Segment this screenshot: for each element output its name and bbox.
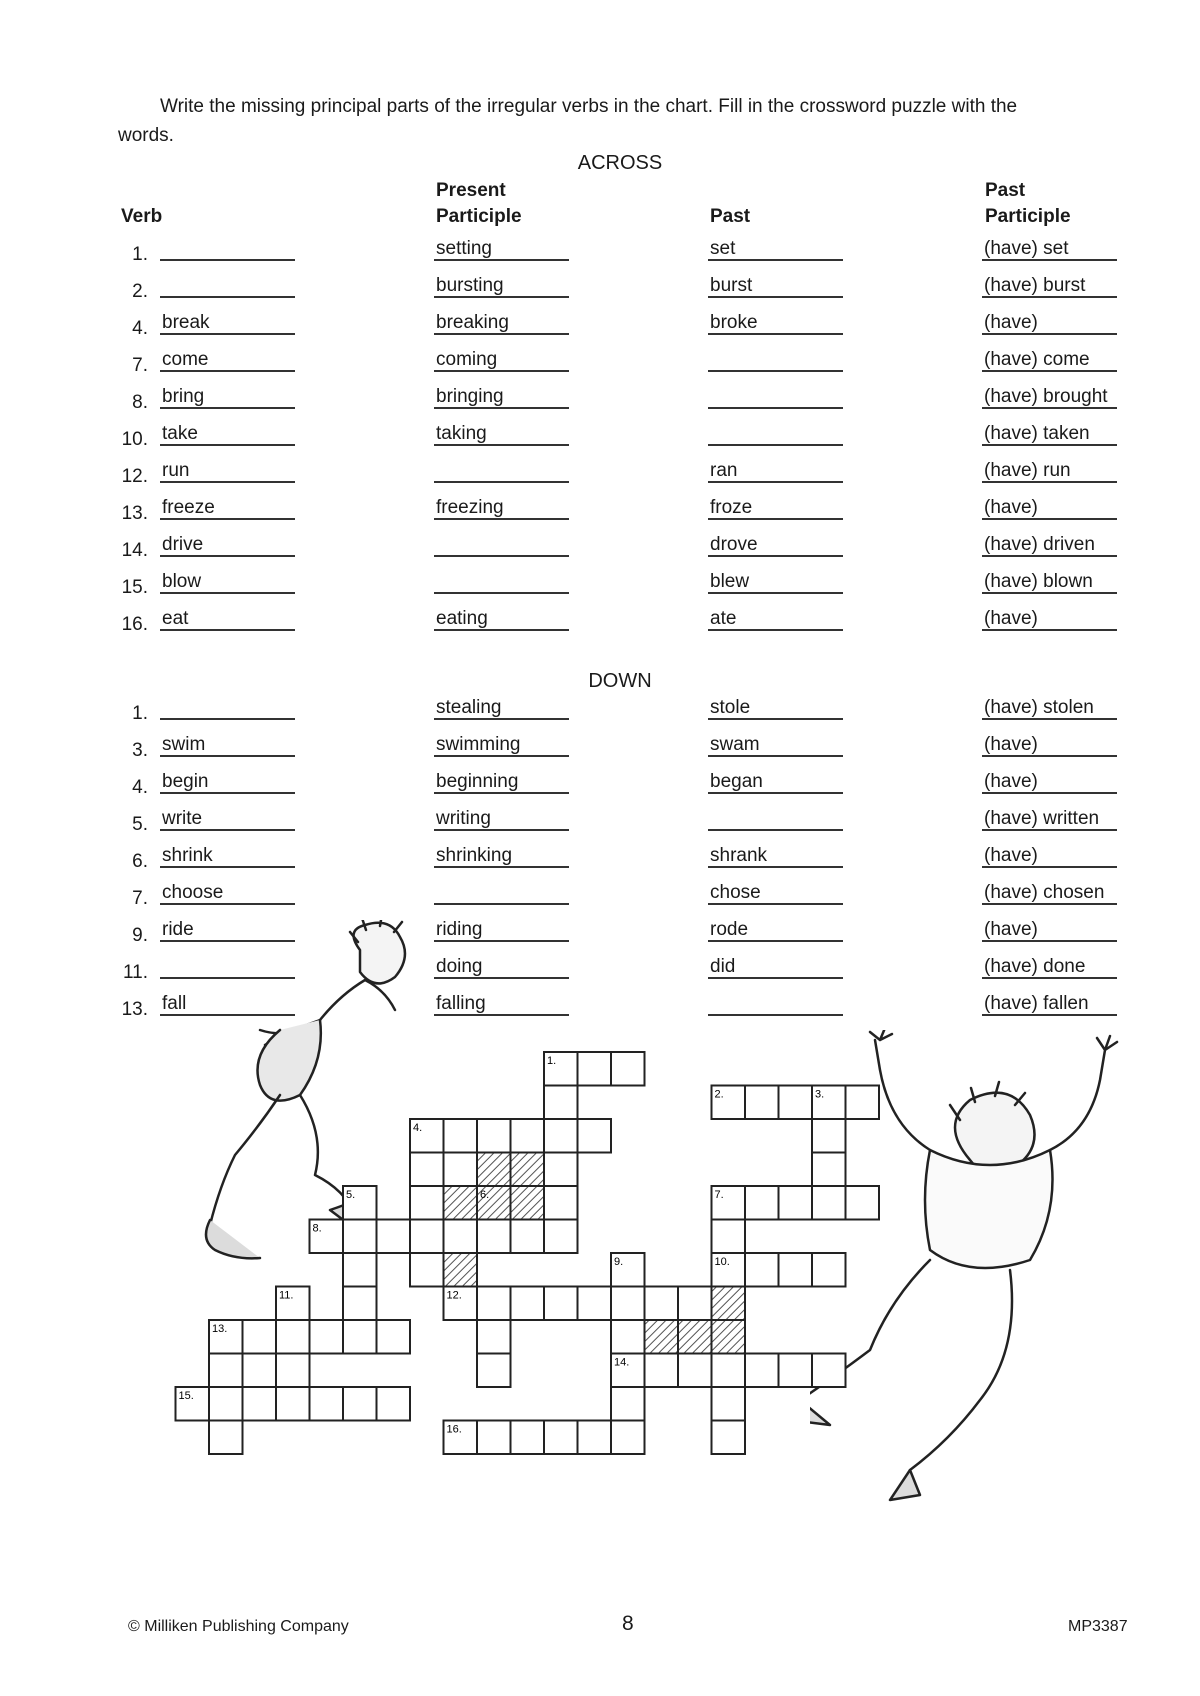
crossword-cell[interactable] (544, 1220, 578, 1254)
crossword-cell[interactable] (544, 1086, 578, 1120)
past-blank[interactable]: blew (708, 569, 843, 594)
past-participle-blank[interactable]: (have) (982, 732, 1117, 757)
verb-blank[interactable]: choose (160, 880, 295, 905)
crossword-cell[interactable] (812, 1354, 846, 1388)
crossword-cell[interactable] (343, 1220, 377, 1254)
clue-number: 2. (132, 281, 148, 302)
present-blank[interactable]: writing (434, 806, 569, 831)
footer-publisher: © Milliken Publishing Company (128, 1618, 349, 1635)
crossword-cell[interactable] (812, 1253, 846, 1287)
crossword-cell[interactable] (377, 1220, 411, 1254)
crossword-cell[interactable] (276, 1387, 310, 1421)
past-blank[interactable]: ate (708, 606, 843, 631)
crossword-cell[interactable] (310, 1320, 344, 1354)
crossword-cell[interactable] (243, 1320, 277, 1354)
crossword-cell[interactable] (678, 1287, 712, 1321)
past-blank[interactable]: broke (708, 310, 843, 335)
crossword-cell[interactable] (812, 1119, 846, 1153)
crossword-cell[interactable] (410, 1153, 444, 1187)
verb-blank[interactable]: swim (160, 732, 295, 757)
crossword-cell[interactable] (477, 1287, 511, 1321)
clue-number: 10. (121, 429, 148, 450)
past-blank[interactable]: began (708, 769, 843, 794)
verb-blank[interactable]: shrink (160, 843, 295, 868)
crossword-cell[interactable] (611, 1387, 645, 1421)
clue-number: 1. (132, 703, 148, 724)
crossword-clue-number: 12. (446, 1289, 462, 1302)
crossword-cell[interactable] (511, 1287, 545, 1321)
crossword-cell[interactable] (343, 1253, 377, 1287)
crossword-cell[interactable] (511, 1119, 545, 1153)
crossword-clue-number: 1. (547, 1055, 557, 1067)
verb-blank[interactable]: fall (160, 991, 295, 1016)
crossword-clue-number: 3. (815, 1088, 825, 1101)
verb-blank[interactable]: write (160, 806, 295, 831)
verb-blank[interactable]: break (160, 310, 295, 335)
past-participle-blank[interactable]: (have) written (982, 806, 1117, 831)
crossword-clue-number: 7. (714, 1189, 724, 1201)
clue-number: 8. (132, 392, 148, 413)
past-blank[interactable]: did (708, 954, 843, 979)
crossword-cell[interactable] (477, 1354, 511, 1388)
present-blank[interactable]: bringing (434, 384, 569, 409)
crossword-clue-number: 13. (212, 1323, 228, 1335)
crossword-cell[interactable] (779, 1186, 813, 1220)
crossword-cell[interactable] (745, 1186, 779, 1220)
clue-number: 3. (132, 740, 148, 761)
crossword-shaded-cell (511, 1186, 545, 1220)
past-blank[interactable]: set (708, 236, 843, 261)
verb-blank[interactable]: drive (160, 532, 295, 557)
past-participle-blank[interactable]: (have) (982, 769, 1117, 794)
crossword-cell[interactable] (611, 1287, 645, 1321)
crossword-cell[interactable] (578, 1119, 612, 1153)
crossword-shaded-cell (444, 1186, 478, 1220)
verb-blank[interactable]: ride (160, 917, 295, 942)
crossword-cell[interactable] (712, 1354, 746, 1388)
crossword-cell[interactable] (812, 1153, 846, 1187)
crossword-cell[interactable] (276, 1320, 310, 1354)
present-blank[interactable]: setting (434, 236, 569, 261)
clue-number: 11. (122, 962, 148, 983)
crossword-cell[interactable] (745, 1086, 779, 1120)
past-participle-blank[interactable]: (have) run (982, 458, 1117, 483)
past-blank[interactable]: shrank (708, 843, 843, 868)
verb-blank[interactable]: run (160, 458, 295, 483)
crossword-shaded-cell (645, 1320, 679, 1354)
clue-number: 16. (121, 614, 148, 635)
across-title: ACROSS (577, 152, 663, 174)
crossword-cell[interactable] (678, 1354, 712, 1388)
past-blank[interactable]: froze (708, 495, 843, 520)
verb-blank[interactable]: eat (160, 606, 295, 631)
crossword-cell[interactable] (209, 1421, 243, 1455)
crossword-cell[interactable] (578, 1287, 612, 1321)
present-blank[interactable]: breaking (434, 310, 569, 335)
crossword-cell[interactable] (444, 1119, 478, 1153)
crossword-clue-number: 15. (178, 1390, 194, 1402)
past-participle-blank[interactable]: (have) burst (982, 273, 1117, 298)
present-blank[interactable]: stealing (434, 695, 569, 720)
crossword-cell[interactable] (209, 1354, 243, 1388)
down-title: DOWN (588, 670, 652, 692)
clue-number: 7. (132, 355, 148, 376)
past-blank[interactable]: swam (708, 732, 843, 757)
past-participle-blank[interactable]: (have) set (982, 236, 1117, 261)
crossword-cell[interactable] (343, 1387, 377, 1421)
past-participle-blank[interactable]: (have) (982, 495, 1117, 520)
clue-number: 7. (132, 888, 148, 909)
crossword-clue-number: 2. (714, 1088, 724, 1101)
crossword-cell[interactable] (477, 1220, 511, 1254)
instructions: Write the missing principal parts of the irregular verbs in the chart. Fill in the crossword puzzle with the words. (118, 96, 1018, 146)
present-blank[interactable]: shrinking (434, 843, 569, 868)
crossword-shaded-cell (678, 1320, 712, 1354)
crossword-cell[interactable] (712, 1421, 746, 1455)
crossword-cell[interactable] (779, 1086, 813, 1120)
crossword-cell[interactable] (410, 1186, 444, 1220)
present-blank[interactable]: riding (434, 917, 569, 942)
crossword-cell[interactable] (611, 1320, 645, 1354)
crossword-cell[interactable] (611, 1421, 645, 1455)
crossword-clue-number: 6. (480, 1189, 490, 1201)
header-present-1: Present (436, 180, 506, 201)
past-participle-blank[interactable]: (have) done (982, 954, 1117, 979)
past-blank[interactable]: burst (708, 273, 843, 298)
crossword-cell[interactable] (745, 1354, 779, 1388)
present-blank[interactable]: falling (434, 991, 569, 1016)
crossword-cell[interactable] (511, 1421, 545, 1455)
crossword-cell[interactable] (611, 1052, 645, 1086)
crossword-shaded-cell (712, 1320, 746, 1354)
present-blank[interactable]: eating (434, 606, 569, 631)
present-blank[interactable]: swimming (434, 732, 569, 757)
past-participle-blank[interactable]: (have) taken (982, 421, 1117, 446)
crossword-cell[interactable] (578, 1421, 612, 1455)
clue-number: 13. (121, 999, 148, 1020)
past-blank[interactable]: ran (708, 458, 843, 483)
past-participle-blank[interactable]: (have) (982, 843, 1117, 868)
clue-number: 4. (132, 777, 148, 798)
crossword-shaded-cell (477, 1153, 511, 1187)
crossword-cell[interactable] (477, 1421, 511, 1455)
crossword-cell[interactable] (377, 1387, 411, 1421)
crossword-cell[interactable] (377, 1320, 411, 1354)
crossword-clue-number: 16. (446, 1423, 462, 1436)
crossword-cell[interactable] (645, 1287, 679, 1321)
crossword-clue-number: 14. (614, 1356, 630, 1369)
clue-number: 5. (132, 814, 148, 835)
past-participle-blank[interactable]: (have) (982, 606, 1117, 631)
present-blank[interactable]: bursting (434, 273, 569, 298)
crossword-cell[interactable] (310, 1387, 344, 1421)
crossword-cell[interactable] (544, 1153, 578, 1187)
crossword-clue-number: 4. (413, 1122, 423, 1134)
past-participle-blank[interactable]: (have) stolen (982, 695, 1117, 720)
crossword-cell[interactable] (712, 1387, 746, 1421)
header-verb: Verb (121, 206, 163, 227)
crossword-cell[interactable] (846, 1086, 880, 1120)
present-blank[interactable]: freezing (434, 495, 569, 520)
past-participle-blank[interactable]: (have) come (982, 347, 1117, 372)
past-blank[interactable]: drove (708, 532, 843, 557)
crossword-cell[interactable] (544, 1287, 578, 1321)
crossword-cell[interactable] (209, 1387, 243, 1421)
crossword-cell[interactable] (812, 1186, 846, 1220)
past-participle-blank[interactable]: (have) driven (982, 532, 1117, 557)
crossword-cell[interactable] (846, 1186, 880, 1220)
crossword-cell[interactable] (343, 1320, 377, 1354)
present-blank[interactable]: coming (434, 347, 569, 372)
crossword-cell[interactable] (343, 1287, 377, 1321)
crossword-cell[interactable] (410, 1253, 444, 1287)
crossword-cell[interactable] (511, 1220, 545, 1254)
past-blank[interactable]: rode (708, 917, 843, 942)
clue-number: 12. (121, 466, 148, 487)
crossword-clue-number: 11. (279, 1289, 294, 1302)
footer-code: MP3387 (1068, 1618, 1128, 1635)
clue-number: 6. (132, 851, 148, 872)
header-past: Past (710, 206, 751, 227)
header-present-2: Participle (436, 206, 522, 227)
verb-blank[interactable]: freeze (160, 495, 295, 520)
clue-number: 9. (132, 925, 148, 946)
crossword-cell[interactable] (779, 1253, 813, 1287)
past-participle-blank[interactable]: (have) (982, 310, 1117, 335)
verb-blank[interactable]: bring (160, 384, 295, 409)
crossword-shaded-cell (444, 1253, 478, 1287)
past-participle-blank[interactable]: (have) brought (982, 384, 1117, 409)
crossword-cell[interactable] (544, 1186, 578, 1220)
crossword-cell[interactable] (712, 1220, 746, 1254)
crossword-cell[interactable] (276, 1354, 310, 1388)
footer-page-number: 8 (622, 1612, 634, 1635)
clue-number: 1. (132, 244, 148, 265)
present-blank[interactable]: taking (434, 421, 569, 446)
crossword-cell[interactable] (745, 1253, 779, 1287)
crossword-cell[interactable] (444, 1220, 478, 1254)
past-participle-blank[interactable]: (have) fallen (982, 991, 1117, 1016)
verb-blank[interactable]: come (160, 347, 295, 372)
present-blank[interactable]: beginning (434, 769, 569, 794)
past-participle-blank[interactable]: (have) (982, 917, 1117, 942)
verb-blank[interactable]: blow (160, 569, 295, 594)
crossword-clue-number: 9. (614, 1256, 624, 1268)
clue-number: 13. (121, 503, 148, 524)
clue-number: 15. (121, 577, 148, 598)
past-participle-blank[interactable]: (have) chosen (982, 880, 1117, 905)
clue-number: 14. (121, 540, 148, 561)
crossword-cell[interactable] (544, 1421, 578, 1455)
header-past-participle-1: Past (985, 180, 1026, 201)
crossword-shaded-cell (712, 1287, 746, 1321)
crossword-cell[interactable] (477, 1320, 511, 1354)
crossword-cell[interactable] (477, 1119, 511, 1153)
crossword-cell[interactable] (243, 1387, 277, 1421)
past-blank[interactable]: stole (708, 695, 843, 720)
crossword-clue-number: 8. (312, 1222, 322, 1235)
header-past-participle-2: Participle (985, 206, 1071, 227)
crossword-clue-number: 5. (346, 1189, 356, 1201)
verb-blank[interactable]: take (160, 421, 295, 446)
crossword-cell[interactable] (444, 1153, 478, 1187)
crossword-cell[interactable] (544, 1119, 578, 1153)
verb-blank[interactable]: begin (160, 769, 295, 794)
crossword-shaded-cell (511, 1153, 545, 1187)
present-blank[interactable]: doing (434, 954, 569, 979)
crossword-cell[interactable] (779, 1354, 813, 1388)
crossword-cell[interactable] (578, 1052, 612, 1086)
clue-number: 4. (132, 318, 148, 339)
crossword-cell[interactable] (645, 1354, 679, 1388)
crossword-cell[interactable] (410, 1220, 444, 1254)
past-blank[interactable]: chose (708, 880, 843, 905)
crossword-clue-number: 10. (714, 1256, 730, 1268)
past-participle-blank[interactable]: (have) blown (982, 569, 1117, 594)
